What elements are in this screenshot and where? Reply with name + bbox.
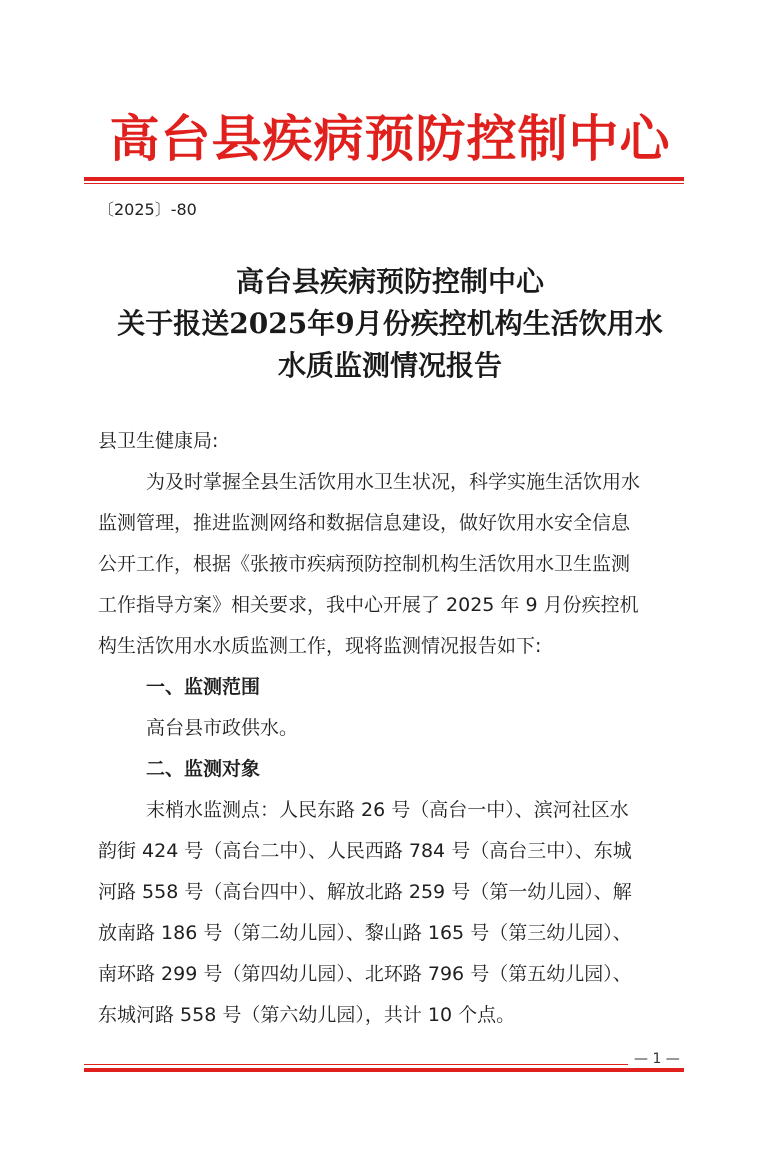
section-2-line: 南环路 299 号（第四幼儿园）、北环路 796 号（第五幼儿园）、 <box>98 963 632 985</box>
footer-red-rule-thin <box>84 1064 684 1065</box>
masthead-org-name: 高台县疾病预防控制中心 <box>109 109 671 168</box>
intro-line: 构生活饮用水水质监测工作，现将监测情况报告如下: <box>98 635 542 657</box>
section-2-line: 韵街 424 号（高台二中）、人民西路 784 号（高台三中）、东城 <box>98 840 632 862</box>
report-title-line-1: 高台县疾病预防控制中心 <box>235 265 544 298</box>
page-number: — 1 — <box>628 1051 686 1067</box>
report-title-line-2: 关于报送2025年9月份疾控机构生活饮用水 <box>117 307 663 340</box>
section-1-heading: 一、监测范围 <box>146 676 261 698</box>
footer-red-rule-thick <box>84 1068 684 1072</box>
section-2-line: 河路 558 号（高台四中）、解放北路 259 号（第一幼儿园）、解 <box>98 881 632 903</box>
document-number: 〔2025〕-80 <box>98 200 197 219</box>
intro-line: 工作指导方案》相关要求，我中心开展了 2025 年 9 月份疾控机 <box>98 594 639 616</box>
section-1-text: 高台县市政供水。 <box>146 717 299 739</box>
report-title-line-3: 水质监测情况报告 <box>277 349 502 382</box>
intro-line: 公开工作，根据《张掖市疾病预防控制机构生活饮用水卫生监测 <box>98 553 631 575</box>
section-2-heading: 二、监测对象 <box>146 758 261 780</box>
masthead-red-rule-thin <box>84 183 684 184</box>
intro-line: 监测管理，推进监测网络和数据信息建设，做好饮用水安全信息 <box>98 512 631 534</box>
intro-line: 为及时掌握全县生活饮用水卫生状况，科学实施生活饮用水 <box>146 471 641 493</box>
section-2-line: 东城河路 558 号（第六幼儿园），共计 10 个点。 <box>98 1004 516 1026</box>
section-2-line: 放南路 186 号（第二幼儿园）、黎山路 165 号（第三幼儿园）、 <box>98 922 632 944</box>
masthead-red-rule-thick <box>84 177 684 181</box>
salutation: 县卫生健康局: <box>98 430 219 452</box>
section-2-line: 末梢水监测点：人民东路 26 号（高台一中）、滨河社区水 <box>146 799 629 821</box>
